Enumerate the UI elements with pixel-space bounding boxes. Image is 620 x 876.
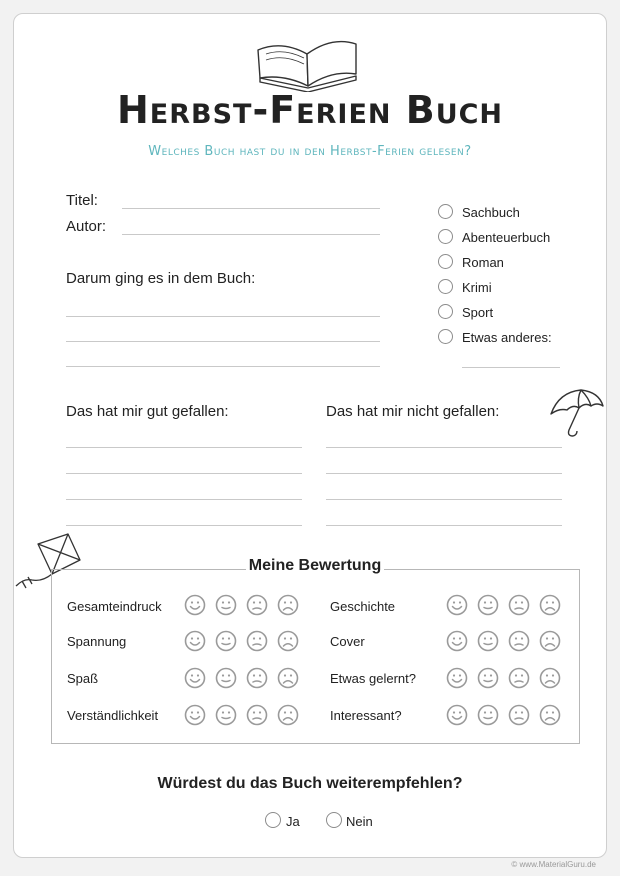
very-happy-face-icon[interactable] (184, 630, 206, 652)
genre-option: Krimi (462, 280, 492, 295)
sad-face-icon[interactable] (508, 667, 530, 689)
sad-face-icon[interactable] (508, 704, 530, 726)
title-label: Titel: (66, 192, 98, 209)
title-line[interactable] (122, 208, 380, 209)
genre-option: Sachbuch (462, 205, 520, 220)
disliked-label: Das hat mir nicht gefallen: (326, 403, 500, 420)
very-happy-face-icon[interactable] (446, 704, 468, 726)
happy-face-icon[interactable] (477, 630, 499, 652)
disliked-line[interactable] (326, 525, 562, 526)
genre-radio[interactable] (438, 204, 453, 219)
rating-title: Meine Bewertung (246, 557, 384, 575)
very-happy-face-icon[interactable] (446, 594, 468, 616)
genre-radio[interactable] (438, 279, 453, 294)
rating-label: Verständlichkeit (67, 708, 159, 723)
genre-option: Etwas anderes: (462, 330, 552, 345)
happy-face-icon[interactable] (477, 594, 499, 616)
umbrella-icon (547, 388, 605, 442)
recommend-no-label: Nein (346, 814, 373, 829)
very-happy-face-icon[interactable] (184, 704, 206, 726)
rating-label: Etwas gelernt? (330, 671, 416, 686)
genre-option: Abenteuerbuch (462, 230, 551, 245)
genre-option: Roman (462, 255, 504, 270)
copyright-text: © www.MaterialGuru.de (511, 860, 596, 869)
very-happy-face-icon[interactable] (184, 667, 206, 689)
rating-label: Interessant? (330, 708, 402, 723)
very-sad-face-icon[interactable] (539, 704, 561, 726)
recommend-question: Würdest du das Buch weiterempfehlen? (157, 775, 463, 792)
author-line[interactable] (122, 234, 380, 235)
disliked-line[interactable] (326, 499, 562, 500)
happy-face-icon[interactable] (215, 704, 237, 726)
sad-face-icon[interactable] (246, 704, 268, 726)
very-sad-face-icon[interactable] (539, 667, 561, 689)
very-sad-face-icon[interactable] (539, 594, 561, 616)
rating-label: Spaß (67, 671, 99, 686)
recommend-yes-radio[interactable] (265, 812, 281, 828)
happy-face-icon[interactable] (215, 594, 237, 616)
very-sad-face-icon[interactable] (277, 594, 299, 616)
summary-label: Darum ging es in dem Buch: (66, 270, 256, 287)
genre-option: Sport (462, 305, 494, 320)
liked-line[interactable] (66, 499, 302, 500)
genre-radio[interactable] (438, 229, 453, 244)
sad-face-icon[interactable] (246, 667, 268, 689)
genre-radio[interactable] (438, 329, 453, 344)
summary-line[interactable] (66, 316, 380, 317)
summary-line[interactable] (66, 366, 380, 367)
very-happy-face-icon[interactable] (446, 667, 468, 689)
author-label: Autor: (66, 218, 107, 235)
sad-face-icon[interactable] (508, 630, 530, 652)
sad-face-icon[interactable] (246, 594, 268, 616)
genre-radio[interactable] (438, 254, 453, 269)
very-happy-face-icon[interactable] (446, 630, 468, 652)
happy-face-icon[interactable] (215, 630, 237, 652)
rating-label: Cover (330, 634, 365, 649)
recommend-yes-label: Ja (286, 814, 300, 829)
disliked-line[interactable] (326, 473, 562, 474)
sad-face-icon[interactable] (508, 594, 530, 616)
disliked-line[interactable] (326, 447, 562, 448)
happy-face-icon[interactable] (215, 667, 237, 689)
other-genre-line[interactable] (462, 367, 560, 368)
page-subtitle: Welches Buch hast du in den Herbst-Ferien gelesen? (148, 144, 472, 159)
page-title: Herbst-Ferien Buch (116, 88, 504, 132)
very-sad-face-icon[interactable] (277, 704, 299, 726)
summary-line[interactable] (66, 341, 380, 342)
recommend-no-radio[interactable] (326, 812, 342, 828)
happy-face-icon[interactable] (477, 704, 499, 726)
liked-line[interactable] (66, 447, 302, 448)
liked-line[interactable] (66, 525, 302, 526)
genre-radio[interactable] (438, 304, 453, 319)
happy-face-icon[interactable] (477, 667, 499, 689)
liked-line[interactable] (66, 473, 302, 474)
very-sad-face-icon[interactable] (277, 630, 299, 652)
very-sad-face-icon[interactable] (277, 667, 299, 689)
rating-label: Geschichte (330, 599, 396, 614)
very-happy-face-icon[interactable] (184, 594, 206, 616)
very-sad-face-icon[interactable] (539, 630, 561, 652)
liked-label: Das hat mir gut gefallen: (66, 403, 229, 420)
rating-label: Spannung (67, 634, 127, 649)
open-book-icon (252, 30, 364, 92)
sad-face-icon[interactable] (246, 630, 268, 652)
rating-label: Gesamteindruck (67, 599, 162, 614)
